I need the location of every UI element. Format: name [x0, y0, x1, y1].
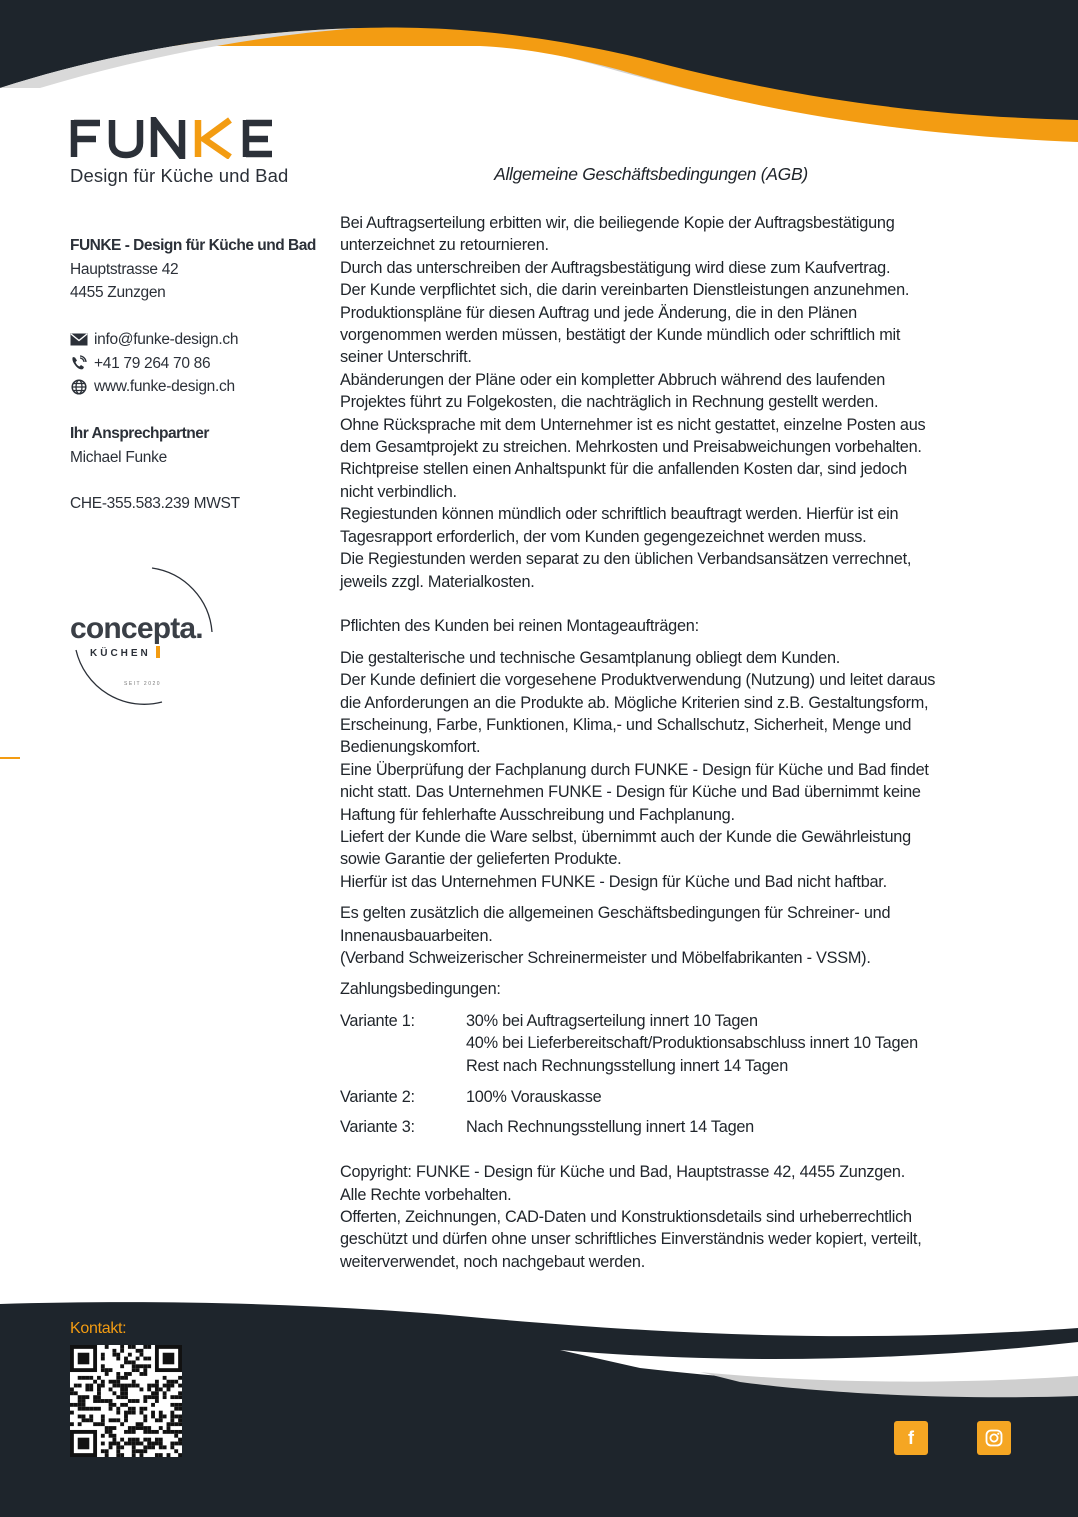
payment-variant-label: Variante 1: — [340, 1011, 415, 1030]
phone-icon — [70, 355, 88, 371]
email-link[interactable]: info@funke-design.ch — [94, 331, 239, 348]
payment-variant-row — [340, 1116, 970, 1138]
phone-number[interactable]: +41 79 264 70 86 — [94, 354, 211, 372]
montage-line: die Anforderungen an die Produkte ab. Mögliche Kriterien sind z.B. Gestaltungsform, — [340, 693, 929, 712]
document-title: Allgemeine Geschäftsbedingungen (AGB) — [494, 164, 808, 184]
copyright-line: Copyright: FUNKE - Design für Küche und Bad, Hauptstrasse 42, 4455 Zunzgen. — [340, 1163, 905, 1182]
montage-heading: Pflichten des Kunden bei reinen Montageaufträgen: — [340, 617, 699, 636]
payment-variant-line: Rest nach Rechnungsstellung innert 14 Tagen — [466, 1056, 789, 1075]
intro-line: Abänderungen der Pläne oder ein kompletter Abbruch während des laufenden — [340, 370, 886, 389]
concepta-kuechen-logo — [62, 560, 222, 710]
contact-person-heading: Ihr Ansprechpartner — [70, 425, 209, 442]
intro-line: Bei Auftragserteilung erbitten wir, die beiliegende Kopie der Auftragsbestätigung — [340, 214, 895, 232]
intro-line: Durch das unterschreiben der Auftragsbestätigung wird diese zum Kaufvertrag. — [340, 258, 891, 277]
intro-line: Produktionspläne für diesen Auftrag und jede Änderung, die in den Plänen — [340, 303, 857, 322]
vssm-line: Innenausbauarbeiten. — [340, 926, 493, 945]
montage-line: Haftung für fehlerhafte Ausschreibung und Fachplanung. — [340, 805, 735, 824]
payment-heading: Zahlungsbedingungen: — [340, 980, 501, 999]
email-line[interactable] — [70, 328, 238, 352]
contact-person-name: Michael Funke — [70, 448, 167, 466]
intro-line: Die Regiestunden werden separat zu den üblichen Verbandsansätzen verrechnet, — [340, 550, 912, 569]
intro-line: Der Kunde verpflichtet sich, die darin vereinbarten Dienstleistungen anzunehmen. — [340, 281, 910, 300]
concepta-name: concepta. — [70, 612, 203, 645]
copyright-paragraph — [340, 1161, 970, 1273]
payment-variant-line: 40% bei Lieferbereitschaft/Produktionsabschluss innert 10 Tagen — [466, 1034, 918, 1053]
city: 4455 Zunzgen — [70, 284, 166, 301]
payment-variant-row — [340, 1010, 970, 1077]
company-name: FUNKE - Design für Küche und Bad — [70, 237, 316, 254]
montage-line: Hierfür ist das Unternehmen FUNKE - Design für Küche und Bad nicht haftbar. — [340, 872, 887, 891]
payment-variant-line: Nach Rechnungsstellung innert 14 Tagen — [466, 1118, 754, 1137]
montage-line: sowie Garantie der gelieferten Produkte. — [340, 850, 622, 869]
company-address — [70, 234, 316, 305]
montage-line: nicht statt. Das Unternehmen FUNKE - Design für Küche und Bad übernimmt keine — [340, 783, 921, 802]
intro-line: Projektes führt zu Folgekosten, die nachträglich in Rechnung gestellt werden. — [340, 393, 879, 412]
intro-line: jeweils zzgl. Materialkosten. — [340, 572, 535, 591]
accent-tick — [0, 757, 20, 759]
instagram-icon — [985, 1429, 1003, 1447]
montage-line: Die gestalterische und technische Gesamtplanung obliegt dem Kunden. — [340, 648, 841, 667]
copyright-line: weiterverwendet, noch nachgebaut werden. — [340, 1252, 645, 1271]
intro-line: dem Gesamtprojekt zu streichen. Mehrkosten und Preisabweichungen vorbehalten. — [340, 438, 922, 457]
montage-line: Der Kunde definiert die vorgesehene Produktverwendung (Nutzung) und leitet daraus — [340, 671, 936, 690]
funke-logo — [70, 117, 276, 159]
vssm-line: Es gelten zusätzlich die allgemeinen Geschäftsbedingungen für Schreiner- und — [340, 904, 891, 923]
intro-line: seiner Unterschrift. — [340, 348, 472, 367]
brand-block — [70, 117, 290, 187]
kontakt-label: Kontakt: — [70, 1320, 127, 1337]
montage-paragraph — [340, 647, 970, 893]
vssm-line: (Verband Schweizerischer Schreinermeister und Möbelfabrikanten - VSSM). — [340, 948, 871, 967]
montage-line: Liefert der Kunde die Ware selbst, übernimmt auch der Kunde die Gewährleistung — [340, 827, 911, 846]
payment-terms — [340, 1010, 970, 1139]
vat-number: CHE-355.583.239 MWST — [70, 495, 240, 512]
contact-person — [70, 422, 209, 469]
montage-line: Erscheinung, Farbe, Funktionen, Klima,- und Schallschutz, Sicherheit, Menge und — [340, 715, 912, 734]
intro-line: unterzeichnet zu retournieren. — [340, 236, 549, 255]
intro-line: Richtpreise stellen einen Anhaltspunkt für die anfallenden Kosten dar, sind jedoch — [340, 460, 907, 479]
contact-list — [70, 328, 238, 399]
intro-line: vorgenommen werden müssen, bestätigt der Kunde mündlich oder schriftlich mit — [340, 326, 901, 345]
vssm-paragraph — [340, 902, 970, 969]
copyright-line: Alle Rechte vorbehalten. — [340, 1185, 512, 1204]
web-line[interactable] — [70, 375, 238, 399]
intro-line: nicht verbindlich. — [340, 482, 457, 501]
copyright-line: Offerten, Zeichnungen, CAD-Daten und Konstruktionsdetails sind urheberrechtlich — [340, 1208, 912, 1227]
envelope-icon — [70, 333, 88, 346]
facebook-icon: f — [908, 1427, 914, 1448]
payment-variant-row — [340, 1086, 970, 1108]
intro-line: Regiestunden können mündlich oder schriftlich beauftragt werden. Hierfür ist ein — [340, 505, 899, 524]
concepta-since: SEIT 2020 — [124, 681, 162, 687]
street: Hauptstrasse 42 — [70, 260, 179, 278]
globe-icon — [70, 379, 88, 395]
concepta-sub: KÜCHEN — [90, 648, 151, 659]
intro-line: Ohne Rücksprache mit dem Unternehmer ist es nicht gestattet, einzelne Posten aus — [340, 415, 926, 434]
copyright-line: geschützt und dürfen ohne unser schriftliches Einverständnis weder kopiert, verteilt, — [340, 1230, 922, 1249]
agb-body — [340, 212, 970, 1273]
brand-tagline: Design für Küche und Bad — [70, 165, 289, 186]
payment-variant-label: Variante 2: — [340, 1087, 415, 1106]
payment-variant-line: 100% Vorauskasse — [466, 1087, 602, 1106]
montage-line: Bedienungskomfort. — [340, 738, 481, 757]
website-link[interactable]: www.funke-design.ch — [94, 378, 235, 395]
payment-variant-line: 30% bei Auftragserteilung innert 10 Tagen — [466, 1011, 758, 1030]
intro-paragraph — [340, 212, 970, 593]
facebook-button[interactable] — [894, 1421, 928, 1455]
payment-variant-label: Variante 3: — [340, 1118, 415, 1137]
qr-code[interactable] — [70, 1345, 182, 1457]
intro-line: Tagesrapport erforderlich, der vom Kunden gegengezeichnet werden muss. — [340, 527, 867, 546]
phone-line[interactable] — [70, 352, 238, 376]
montage-line: Eine Überprüfung der Fachplanung durch FUNKE - Design für Küche und Bad findet — [340, 760, 929, 779]
instagram-button[interactable] — [977, 1421, 1011, 1455]
